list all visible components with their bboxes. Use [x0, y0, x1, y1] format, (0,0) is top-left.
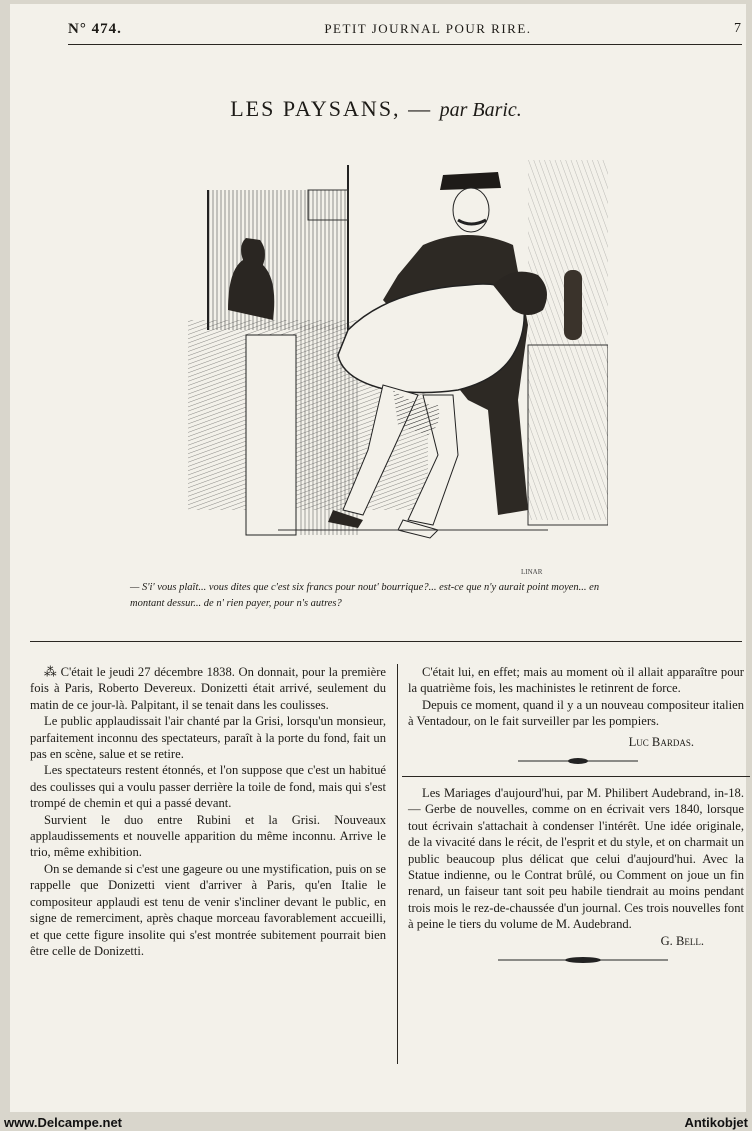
article-paragraph: C'était lui, en effet; mais au moment où il allait apparaître pour la quatrième fois, les machinistes le retinrent de force. — [408, 665, 744, 696]
cartoon-author: par Baric. — [439, 99, 522, 121]
page-header — [68, 18, 742, 40]
cartoon-caption: — S'i' vous plaît... vous dites que c'est six francs pour nout' bourrique?... est-ce que n'y aurait point moyen... en montant dessur... de n' rien payer, pour n's autres? — [130, 582, 600, 609]
article-paragraph: Survient le duo entre Rubini et la Grisi. Nouveaux applaudissements et nouvelle apparition du même inconnu. Arrive le trio, même exhibition. — [30, 812, 386, 860]
separator-ornament-icon — [498, 955, 668, 965]
review-rule — [402, 776, 750, 777]
review-signature: G. Bell. — [660, 933, 704, 948]
cartoon-illustration — [168, 150, 608, 550]
book-review — [408, 785, 744, 949]
watermark-right: Antikobjet — [684, 1114, 748, 1130]
article-signature: Luc Bardas. — [628, 734, 694, 749]
article-paragraph: Depuis ce moment, quand il y a un nouveau compositeur italien à Ventadour, on le fait surveiller par les pompiers. — [408, 697, 744, 729]
article-paragraph: ⁂ C'était le jeudi 27 décembre 1838. On donnait, pour la première fois à Paris, Roberto Devereux. Donizetti était arrivé, seulement du matin de ce jour-là. Palpitant, il se tenait dans les coulisses. — [30, 665, 386, 712]
cartoon-title — [0, 96, 752, 122]
article-left-column — [30, 664, 386, 959]
review-text: Les Mariages d'aujourd'hui, par M. Philibert Audebrand, in-18. — Gerbe de nouvelles, comme on en écrivait vers 1840, lorsque tout écrivain s'attachait à condenser l'intérêt. Une idée originale, de la vivacité dans le récit, de l'esprit et du style, et on charmait un public beaucoup plus délicat que celui d'aujourd'hui. Avec la Statue indienne, ou le Contrat brûlé, ou Comment on joue un fin renard, un faiseur tant soit peu habile tiendrait au moins pendant trois mois le rez-de-chaussée d'un journal. Ces trois nouvelles font à peine le tiers du volume de M. Audebrand. — [408, 786, 744, 932]
article-paragraph: Les spectateurs restent étonnés, et l'on suppose que c'est un habitué des coulisses qui a voulu passer derrière la toile de fond, mais qui s'est trompé de chemin et qui a passé devant. — [30, 763, 386, 811]
cartoon-title-main: LES PAYSANS, — [230, 96, 401, 121]
page-number: 7 — [734, 21, 742, 36]
ornamental-separator-bottom — [408, 949, 744, 975]
separator-ornament-icon — [518, 756, 638, 766]
article-right-column — [408, 664, 744, 975]
watermark-footer — [0, 1113, 752, 1131]
engraver-mark: LINAR — [521, 568, 543, 576]
section-rule — [30, 641, 742, 642]
ornamental-separator — [408, 750, 744, 776]
column-divider — [397, 664, 398, 1064]
cartoon-title-dash: — — [408, 96, 433, 121]
header-rule — [68, 44, 742, 45]
article-paragraph: Le public applaudissait l'air chanté par la Grisi, lorsqu'un monsieur, parfaitement inconnu des spectateurs, paraît à la porte du fond, fait un pas en scène, salue et se retire. — [30, 714, 386, 762]
issue-number: N° 474. — [68, 20, 122, 37]
watermark-left: www.Delcampe.net — [4, 1114, 122, 1130]
journal-title: PETIT JOURNAL POUR RIRE. — [324, 21, 532, 36]
article-paragraph: On se demande si c'est une gageure ou une mystification, puis on se rappelle que Donizetti vient d'arriver à Paris, qu'en Italie le compositeur applaudi est tenu de venir s'incliner devant le public, en signe de remerciment, après chaque morceau favorablement accueilli, et que cette figure insolite qui s'est montrée subitement pourrait bien être celle de Donizetti. — [30, 861, 386, 958]
